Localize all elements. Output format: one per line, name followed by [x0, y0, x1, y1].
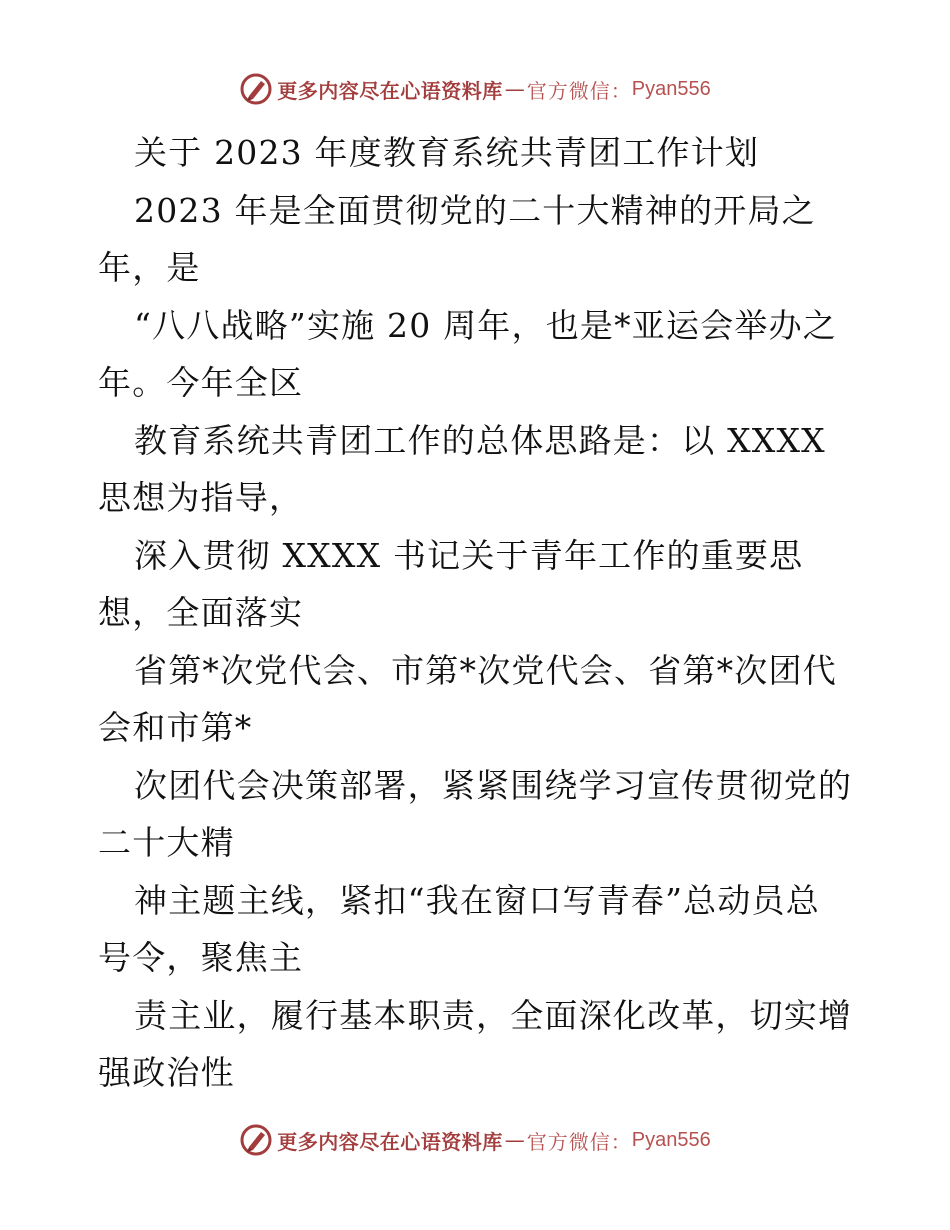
paragraph-5: 省第*次党代会、市第*次党代会、省第*次团代会和市第* — [98, 650, 837, 747]
watermark-separator: — — [504, 1128, 525, 1152]
watermark-main-text: 更多内容尽在心语资料库 — [277, 78, 503, 103]
paragraph-8: 责主业，履行基本职责，全面深化改革，切实增强政治性 — [98, 995, 853, 1092]
watermark-separator: — — [504, 77, 525, 101]
paragraph-1: 2023 年是全面贯彻党的二十大精神的开局之年，是 — [98, 190, 816, 287]
watermark-sub-text: 官方微信： — [526, 78, 632, 103]
watermark-id: Pyan556 — [631, 1128, 711, 1151]
paragraph-7: 神主题主线，紧扣“我在窗口写青春”总动员总号令，聚焦主 — [98, 880, 820, 977]
watermark-banner-top — [0, 72, 950, 106]
watermark-id: Pyan556 — [631, 77, 711, 100]
watermark-sub-text: 官方微信： — [526, 1129, 632, 1154]
watermark-main-text: 更多内容尽在心语资料库 — [277, 1129, 503, 1154]
paragraph-4: 深入贯彻 XXXX 书记关于青年工作的重要思想，全面落实 — [98, 535, 804, 632]
pen-logo-icon — [239, 72, 273, 106]
paragraph-2: “八八战略”实施 20 周年，也是*亚运会举办之年。今年全区 — [98, 305, 838, 402]
doc-title: 关于 2023 年度教育系统共青团工作计划 — [134, 133, 760, 172]
watermark-banner-bottom — [0, 1123, 950, 1157]
paragraph-3: 教育系统共青团工作的总体思路是：以 XXXX 思想为指导， — [98, 420, 826, 517]
pen-logo-icon — [239, 1123, 273, 1157]
document-body — [98, 124, 854, 1102]
paragraph-6: 次团代会决策部署，紧紧围绕学习宣传贯彻党的二十大精 — [98, 765, 853, 862]
